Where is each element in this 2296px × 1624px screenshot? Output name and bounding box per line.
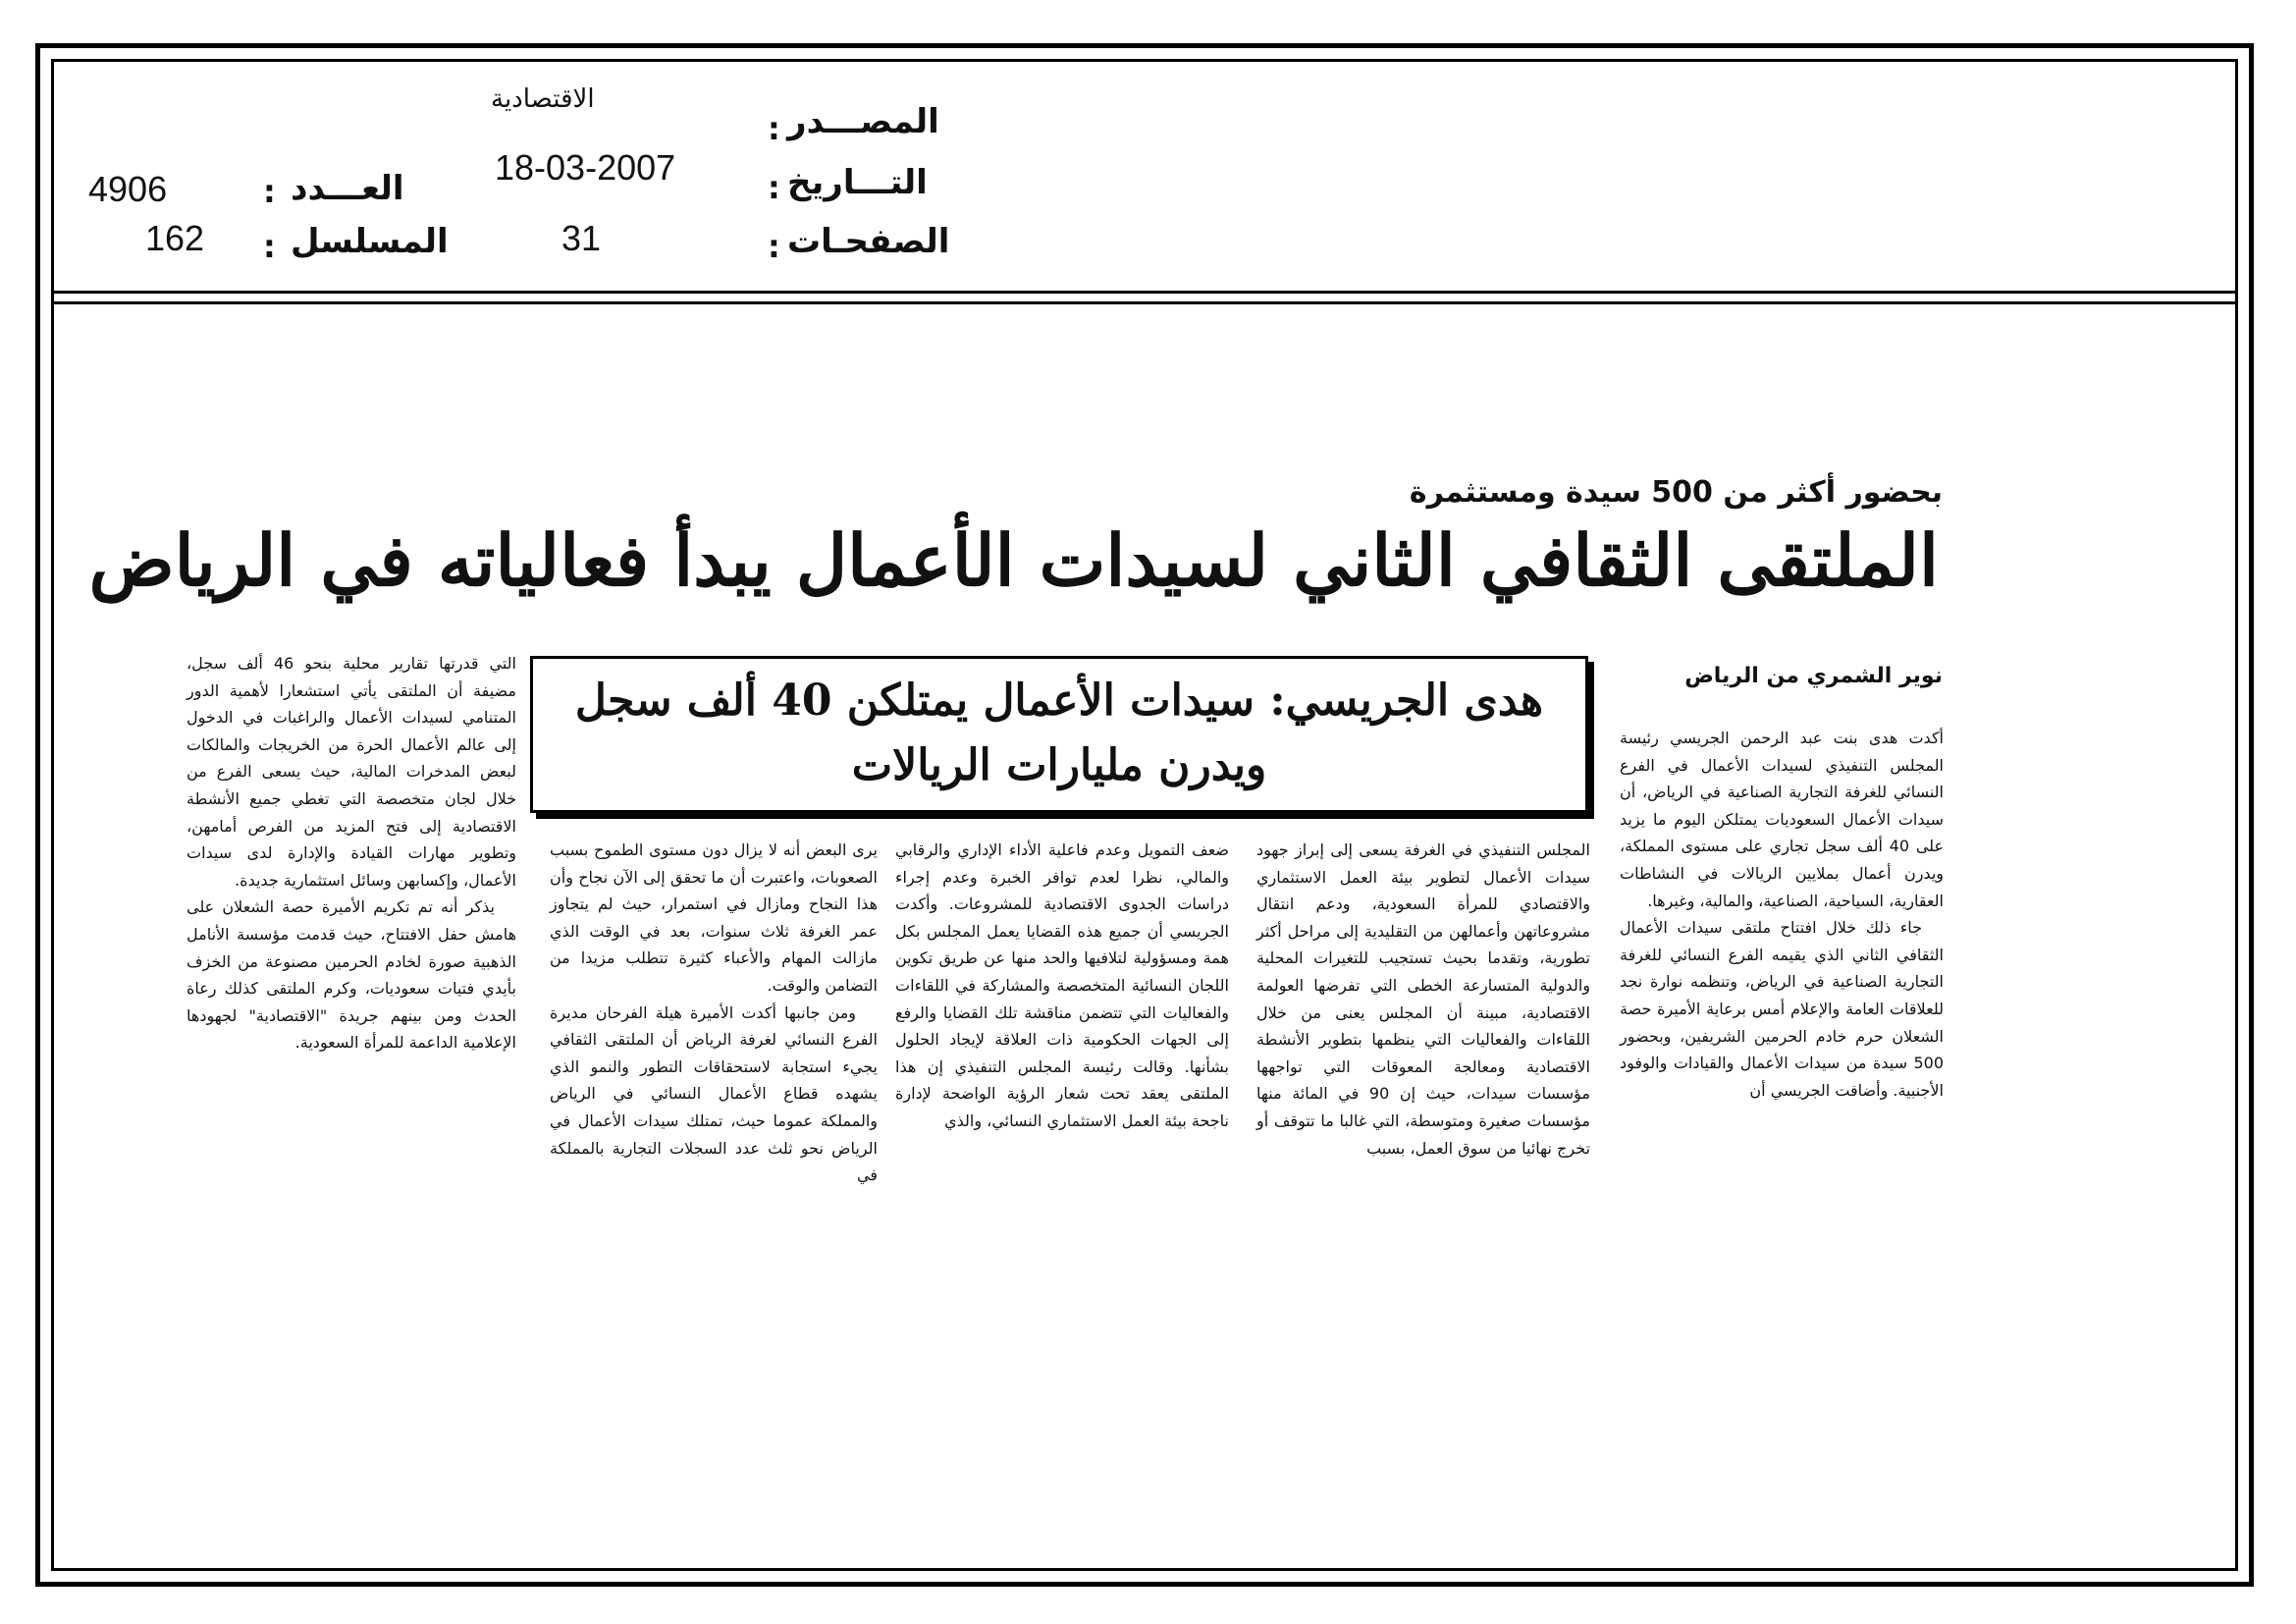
pages-value: 31	[561, 218, 602, 258]
pages-colon: :	[768, 228, 780, 265]
article-column-5	[187, 650, 516, 1056]
column-5-paragraph-1: التي قدرتها تقارير محلية بنحو 46 ألف سجل، مضيفة أن الملتقى يأتي استشعارا لأهمية الدور المتنامي لسيدات الأعمال والراغبات في الدخول إلى عالم الأعمال الحرة من الخريجات والمالكات لبعض المدخرات المالية، حيث يسعى الفرع من خلال لجان متخصصة التي تغطي جميع الأنشطة الاقتصادية إلى فتح المزيد من الفرص أمامهن، وتطوير مهارات القيادة والإدارة لدى سيدات الأعمال، وإكسابهن وسائل استثمارية جديدة.	[187, 654, 517, 890]
column-5-paragraph-2: يذكر أنه تم تكريم الأميرة حصة الشعلان على هامش حفل الافتتاح، حيث قدمت مؤسسة الأنامل الذهبية صورة لخادم الحرمين مصنوعة من الخزف بأيدي فتيات سعوديات، وكرم الملتقى كذلك رعاة الحدث ومن بينهم جريدة "الاقتصادية" لجهودها الإعلامية الداعمة للمرأة السعودية.	[187, 897, 516, 1053]
article-byline: نوير الشمري من الرياض	[1684, 664, 1943, 688]
source-label: المصـــدر	[787, 102, 939, 141]
article-column-2	[1256, 837, 1590, 1162]
issue-colon: :	[263, 173, 276, 210]
column-2-paragraph-1: المجلس التنفيذي في الغرفة يسعى إلى إبراز جهود سيدات الأعمال لتطوير بيئة العمل الاستثماري والاقتصادي للمرأة السعودية، ودعم انتقال مشروعاتهن وأعمالهن من التقليدية إلى مراحل أكثر تطورية، وتقدما بحيث تستجيب للتغيرات المحلية والدولية المتسارعة الخطى التي تفرضها العولمة الاقتصادية، مبينة أن المجلس يعنى من خلال اللقاءات والفعاليات التي ينظمها بتطوير الأنشطة الاقتصادية ومعالجة المعوقات التي تواجهها مؤسسات سيدات، حيث إن 90 في المائة منها مؤسسات صغيرة ومتوسطة، التي غالبا ما تتوقف أو تخرج نهائيا من سوق العمل، بسبب	[1256, 840, 1590, 1158]
article-column-3	[895, 837, 1229, 1135]
column-4-paragraph-1: يرى البعض أنه لا يزال دون مستوى الطموح بسبب الصعوبات، واعتبرت أن ما تحقق إلى الآن نجاح وأن هذا النجاح ومازال في استمرار، حيث لم يتجاوز عمر الغرفة ثلاث سنوات، بعد في الوقت الذي مازالت المهام والأعباء كثيرة تتطلب مزيدا من التضامن والوقت.	[550, 840, 878, 995]
serial-value: 162	[145, 218, 205, 258]
pages-label: الصفحـات	[787, 222, 950, 261]
serial-colon: :	[263, 228, 276, 265]
date-value: 18-03-2007	[495, 147, 676, 188]
article-kicker: بحضور أكثر من 500 سيدة ومستثمرة	[1409, 475, 1943, 510]
article-column-4	[550, 837, 878, 1189]
date-colon: :	[768, 169, 780, 206]
column-4-paragraph-2: ومن جانبها أكدت الأميرة هيلة الفرحان مديرة الفرع النسائي لغرفة الرياض أن الملتقى الثقافي يجيء استجابة لاستحقاقات التطور والنمو الذي يشهده قطاع الأعمال النسائي في الرياض والمملكة عموما حيث، تمتلك سيدات الأعمال في الرياض نحو ثلث عدد السجلات التجارية بالمملكة في	[550, 1002, 878, 1185]
serial-label: المسلسل	[291, 222, 449, 261]
column-1-paragraph-1: أكدت هدى بنت عبد الرحمن الجريسي رئيسة المجلس التنفيذي لسيدات الأعمال في الفرع النسائي للغرفة التجارية الصناعية في الرياض، أن سيدات الأعمال السعوديات يمتلكن اليوم ما يزيد على 40 ألف سجل تجاري على مستوى المملكة، ويدرن أعمال بملايين الريالات في النشاطات العقارية، السياحية، الصناعية، والمالية، وغيرها.	[1620, 729, 1944, 910]
subheadline-line-2: ويدرن مليارات الريالات	[851, 740, 1267, 790]
issue-value: 4906	[88, 169, 168, 209]
article-column-1	[1620, 725, 1944, 1104]
source-value: الاقتصادية	[491, 84, 595, 114]
subheadline-box	[530, 656, 1588, 813]
date-label: التـــاريخ	[787, 163, 928, 202]
header-divider	[51, 291, 2238, 304]
subheadline-line-1: هدى الجريسي: سيدات الأعمال يمتلكن 40 ألف سجل	[574, 676, 1544, 726]
source-colon: :	[768, 110, 780, 147]
article-headline: الملتقى الثقافي الثاني لسيدات الأعمال يبدأ فعالياته في الرياض	[88, 518, 1939, 602]
issue-label: العـــدد	[291, 169, 404, 208]
column-1-paragraph-2: جاء ذلك خلال افتتاح ملتقى سيدات الأعمال الثقافي الثاني الذي يقيمه الفرع النسائي للغرفة التجارية الصناعية في الرياض، وتنظمه نوارة نجد للعلاقات العامة والإعلام أمس برعاية الأميرة حصة الشعلان حرم خادم الحرمين الشريفين، وبحضور 500 سيدة من سيدات الأعمال والقيادات والوفود الأجنبية. وأضافت الجريسي أن	[1620, 918, 1944, 1100]
column-3-paragraph-1: ضعف التمويل وعدم فاعلية الأداء الإداري والرقابي والمالي، نظرا لعدم توافر الخبرة وعدم إجراء دراسات الجدوى الاقتصادية للمشروعات. وأكدت الجريسي أن جميع هذه القضايا يعمل المجلس بكل همة ومسؤولية لتلافيها والحد منها عن طريق تكوين اللجان النسائية المتخصصة والمشاركة في اللقاءات والفعاليات التي تتضمن مناقشة تلك القضايا والرفع إلى الجهات الحكومية ذات العلاقة لإيجاد الحلول بشأنها. وقالت رئيسة المجلس التنفيذي إن هذا الملتقى يعقد تحت شعار الرؤية الواضحة لإدارة ناجحة بيئة العمل الاستثماري النسائي، والذي	[895, 840, 1229, 1130]
